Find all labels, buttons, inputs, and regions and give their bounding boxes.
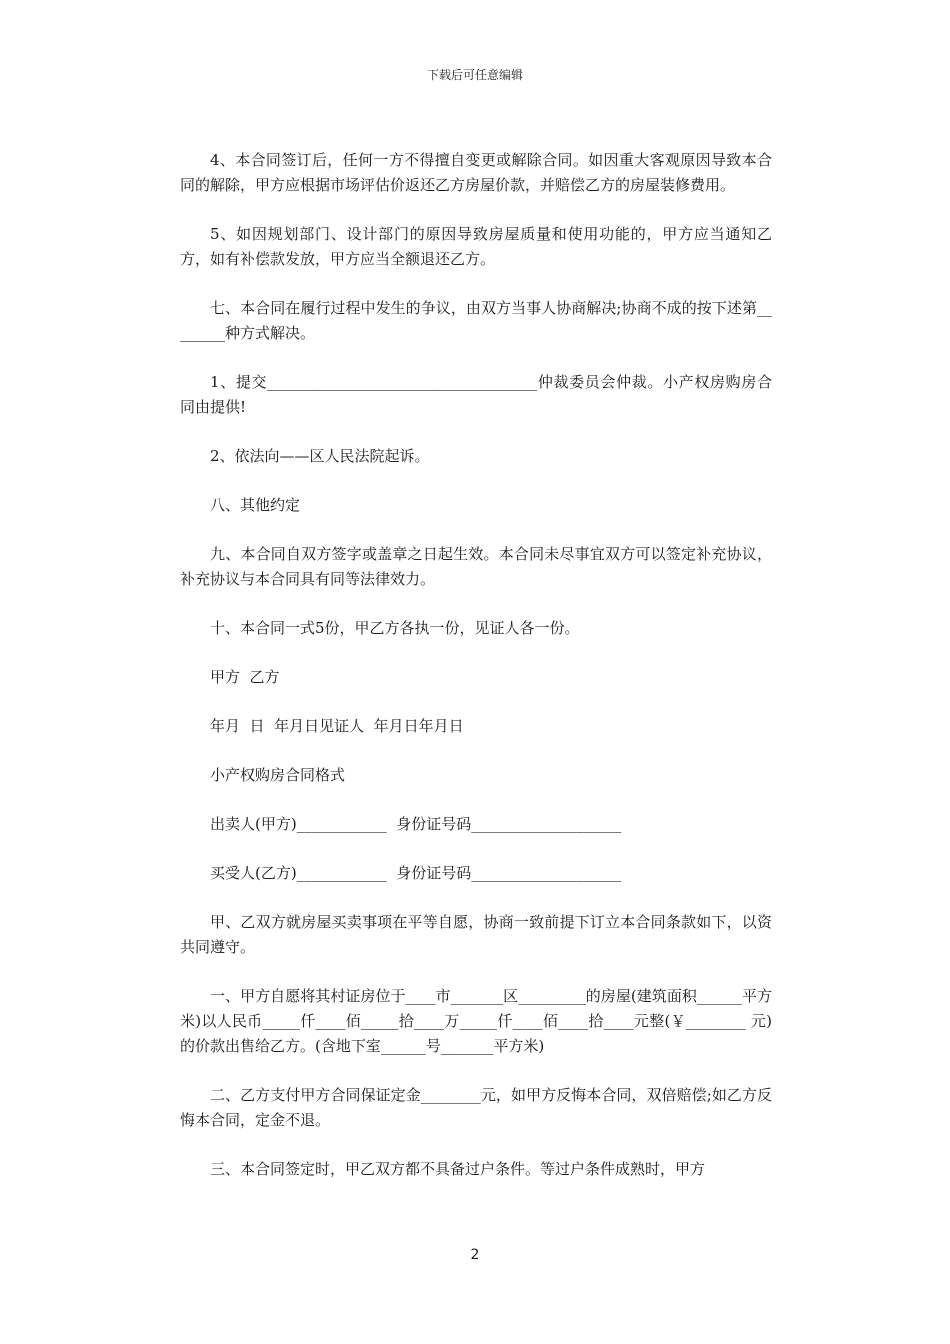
contract-body bbox=[180, 148, 772, 1206]
article-2-deposit: 二、乙方支付甲方合同保证定金________元，如甲方反悔本合同，双倍赔偿;如乙方反悔本合同，定金不退。 bbox=[180, 1086, 772, 1129]
article-3-transfer: 三、本合同签定时，甲乙双方都不具备过户条件。等过户条件成熟时，甲方 bbox=[210, 1160, 706, 1178]
section-8-other: 八、其他约定 bbox=[210, 496, 301, 514]
preamble: 甲、乙双方就房屋买卖事项在平等自愿，协商一致前提下订立本合同条款如下，以资共同遵守。 bbox=[180, 913, 772, 956]
page-number: 2 bbox=[470, 1247, 480, 1263]
clause-4-termination: 4、本合同签订后，任何一方不得擅自变更或解除合同。如因重大客观原因导致本合同的解除，甲方应根据市场评估价返还乙方房屋价款，并赔偿乙方的房屋装修费用。 bbox=[180, 151, 772, 194]
seller-line: 出卖人(甲方)____________ 身份证号码____________________ bbox=[210, 815, 622, 833]
dispute-option-arbitration: 1、提交____________________________________仲裁委员会仲裁。小产权房购房合同由提供! bbox=[180, 373, 772, 416]
signature-dates: 年月 日 年月日见证人 年月日年月日 bbox=[210, 717, 464, 735]
buyer-line: 买受人(乙方)____________ 身份证号码____________________ bbox=[210, 864, 622, 882]
page-header: 下载后可任意编辑 bbox=[426, 68, 523, 82]
section-9-effective: 九、本合同自双方签字或盖章之日起生效。本合同未尽事宜双方可以签定补充协议，补充协议与本合同具有同等法律效力。 bbox=[180, 545, 772, 588]
clause-5-planning: 5、如因规划部门、设计部门的原因导致房屋质量和使用功能的，甲方应当通知乙方，如有补偿款发放，甲方应当全额退还乙方。 bbox=[180, 225, 772, 268]
dispute-option-court: 2、依法向——区人民法院起诉。 bbox=[210, 447, 430, 465]
section-7-disputes: 七、本合同在履行过程中发生的争议，由双方当事人协商解决;协商不成的按下述第________种方式解决。 bbox=[180, 299, 772, 342]
section-10-copies: 十、本合同一式5份，甲乙方各执一份，见证人各一份。 bbox=[210, 619, 580, 637]
article-1-property-price: 一、甲方自愿将其村证房位于____市_______区_________的房屋(建筑面积______平方米)以人民币_____仟____佰_____拾____万_____仟____佰____拾____元整(￥________ 元)的价款出售给乙方。(含地下室______号_______平方米) bbox=[180, 987, 772, 1055]
signature-parties: 甲方 乙方 bbox=[210, 668, 280, 686]
contract-format-title: 小产权购房合同格式 bbox=[210, 766, 346, 784]
